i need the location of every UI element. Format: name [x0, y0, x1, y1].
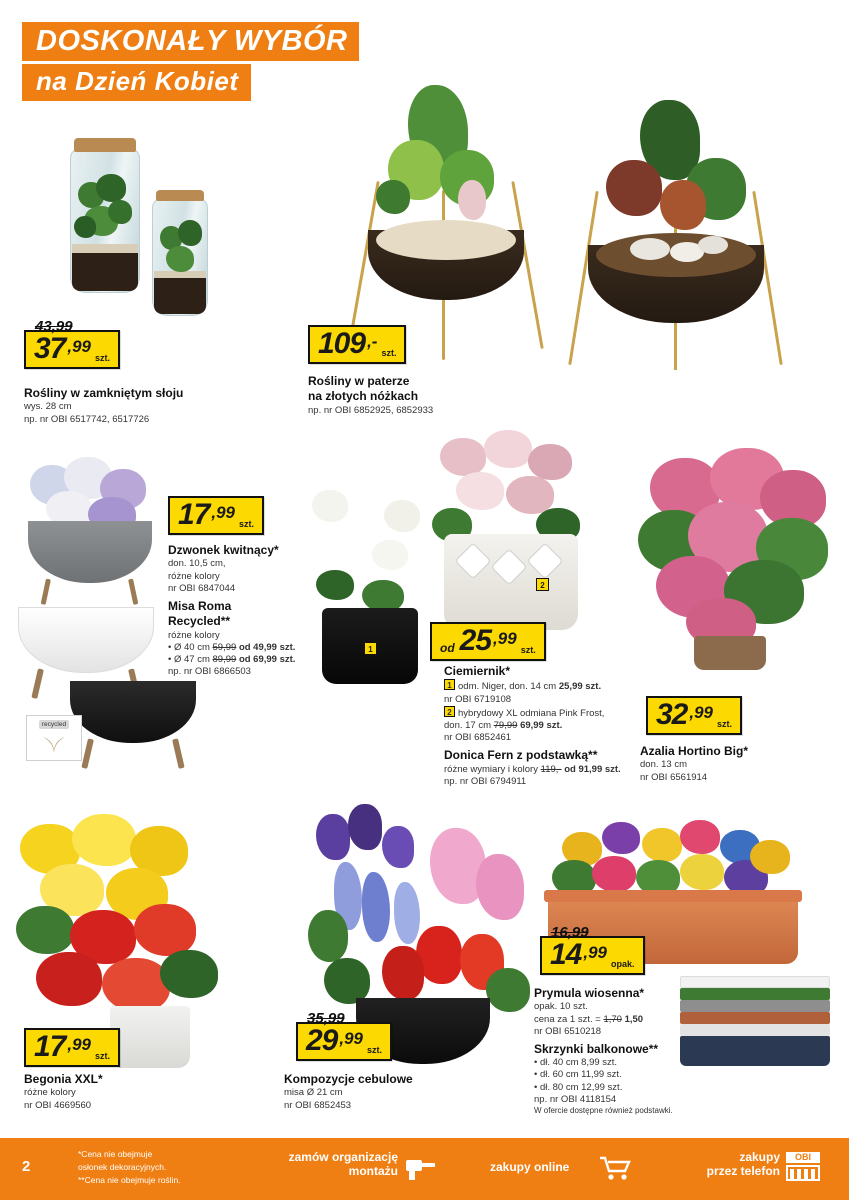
- product-sku-2: nr OBI 6852461: [444, 732, 512, 744]
- product-title-2: Misa Roma: [168, 598, 232, 613]
- price-cents: ,-: [367, 332, 378, 351]
- recycled-badge: [26, 715, 82, 761]
- price-main: 109: [318, 327, 366, 360]
- product-detail: misa Ø 21 cm: [284, 1087, 343, 1099]
- price-tag-kompozycje: [296, 1010, 392, 1061]
- caption-rosliny-paterze: [308, 374, 528, 417]
- recycled-label: recycled: [39, 720, 69, 729]
- telefon-line-1: zakupy: [739, 1150, 780, 1164]
- variant-2-text: • Ø 47 cm: [168, 654, 213, 666]
- product-unit-price: [534, 1014, 714, 1026]
- page-number: 2: [22, 1158, 31, 1175]
- caption-azalia: [640, 744, 820, 784]
- price-cents: ,99: [211, 503, 236, 522]
- footer-service-online[interactable]: [490, 1160, 600, 1174]
- caption-rosliny-sloj: [24, 386, 224, 426]
- box-sku: np. nr OBI 4118154: [534, 1093, 617, 1105]
- variant-1-old: 59,99: [212, 641, 237, 653]
- variant-3-text: różne wymiary i kolory: [444, 763, 541, 775]
- product-title: Ciemiernik*: [444, 664, 511, 678]
- product-detail: don. 13 cm: [640, 759, 687, 771]
- product-detail: wys. 28 cm: [24, 401, 72, 413]
- unit-price-text: cena za 1 szt. =: [534, 1013, 604, 1025]
- price-main: 32: [656, 698, 688, 731]
- price-main: 17: [178, 498, 210, 531]
- product-sku: np. nr OBI 6517742, 6517726: [24, 413, 150, 425]
- product-title: Kompozycje cebulowe: [284, 1072, 413, 1086]
- unit-price-new: 1,50: [624, 1013, 644, 1025]
- product-sku: nr OBI 6561914: [640, 771, 708, 783]
- product-detail: opak. 10 szt.: [534, 1001, 588, 1013]
- product-title: Prymula wiosenna*: [534, 986, 645, 1000]
- product-variant-1: [168, 642, 318, 654]
- price-prefix: od: [440, 641, 455, 655]
- product-title-3: Recycled**: [168, 614, 231, 629]
- product-detail-1: don. 10,5 cm,: [168, 558, 226, 570]
- price-tag-prymula: [540, 924, 645, 975]
- product-variant-2: [168, 654, 318, 666]
- product-title: Dzwonek kwitnący*: [168, 543, 279, 557]
- variant-2-text-2: don. 17 cm: [444, 719, 491, 731]
- shopping-cart-icon: [598, 1154, 634, 1182]
- product-title-2: Donica Fern z podstawką**: [444, 748, 598, 763]
- product-detail-3: różne kolory: [168, 629, 220, 641]
- product-sku: nr OBI 6510218: [534, 1025, 602, 1037]
- price-unit: opak.: [611, 959, 635, 969]
- price-cents: ,99: [67, 1035, 92, 1054]
- product-image-azalia: [630, 440, 840, 690]
- product-title-2: na złotych nóżkach: [308, 389, 419, 404]
- price-old: 35,99: [307, 1010, 345, 1027]
- product-variant-1: [444, 679, 634, 693]
- leaf-icon: [39, 732, 69, 756]
- caption-kompozycje: [284, 1072, 484, 1112]
- product-sku: nr OBI 6847044: [168, 582, 236, 594]
- price-unit: szt.: [95, 353, 111, 363]
- variant-2-badge: 2: [444, 706, 455, 717]
- price-cents: ,99: [493, 629, 517, 648]
- variant-3-old: 119,-: [540, 763, 562, 775]
- disclaimer-line-3: **Cena nie obejmuje roślin.: [78, 1174, 181, 1185]
- price-main: 17: [34, 1030, 66, 1063]
- variant-1-badge: 1: [444, 679, 455, 690]
- product-variant-2b: [444, 720, 634, 732]
- box-variant-1: • dł. 40 cm 8,99 szt.: [534, 1057, 618, 1069]
- price-unit: szt.: [367, 1045, 383, 1055]
- price-tag-rosliny-sloj: [24, 318, 120, 369]
- variant-2-old: 79,99: [493, 719, 518, 731]
- variant-1-text: odm. Niger, don. 14 cm: [458, 681, 557, 693]
- obi-logo-label: OBI: [786, 1152, 820, 1163]
- price-cents: ,99: [67, 337, 92, 356]
- price-tag-dzwonek: [168, 496, 264, 535]
- price-unit: szt.: [95, 1051, 111, 1061]
- page-footer: [0, 1138, 849, 1200]
- product-title: Azalia Hortino Big*: [640, 744, 749, 758]
- price-unit: szt.: [717, 719, 733, 729]
- product-image-rosliny-sloj: [30, 130, 280, 330]
- product-variant-3: [444, 764, 634, 776]
- price-main: 14: [550, 938, 582, 971]
- variant-1-price: 25,99 szt.: [558, 681, 602, 693]
- product-sku: nr OBI 6852453: [284, 1099, 352, 1111]
- page-headline: [22, 22, 359, 101]
- price-tag-azalia: [646, 696, 742, 735]
- price-tag-ciemiernik: [430, 622, 546, 661]
- price-old: 43,99: [35, 318, 73, 335]
- callout-1: 1: [364, 642, 377, 655]
- product-image-rosliny-paterze: [330, 30, 820, 370]
- product-sku: nr OBI 4669560: [24, 1099, 92, 1111]
- price-unit: szt.: [520, 645, 536, 655]
- caption-begonia: [24, 1072, 204, 1112]
- callout-2: 2: [536, 578, 549, 591]
- headline-line-1: DOSKONAŁY WYBÓR: [22, 22, 359, 61]
- product-title-2: Skrzynki balkonowe**: [534, 1041, 659, 1056]
- product-title: Rośliny w zamkniętym słoju: [24, 386, 184, 400]
- price-cents: ,99: [339, 1029, 364, 1048]
- price-tag-rosliny-paterze: [308, 325, 406, 364]
- unit-price-old: 1,70: [603, 1013, 622, 1025]
- footer-disclaimer: [78, 1148, 181, 1186]
- footer-service-montaz[interactable]: [258, 1150, 398, 1179]
- headline-line-2: na Dzień Kobiet: [22, 64, 251, 100]
- product-detail: różne kolory: [24, 1087, 76, 1099]
- obi-store-icon: [786, 1152, 826, 1184]
- variant-2-new: od 69,99 szt.: [238, 654, 296, 666]
- product-sku-3: np. nr OBI 6794911: [444, 775, 527, 787]
- online-label: zakupy online: [490, 1160, 570, 1174]
- price-unit: szt.: [239, 519, 255, 529]
- price-cents: ,99: [689, 703, 714, 722]
- box-variant-3: • dł. 80 cm 12,99 szt.: [534, 1081, 623, 1093]
- montaz-line-1: zamów organizację: [288, 1150, 398, 1164]
- variant-2-price: 69,99 szt.: [520, 719, 563, 731]
- box-note: W ofercie dostępne również podstawki.: [534, 1105, 673, 1115]
- price-main: 37: [34, 332, 66, 365]
- product-sku-2: np. nr OBI 6866503: [168, 666, 251, 678]
- price-cents: ,99: [583, 943, 608, 962]
- drill-icon: [404, 1154, 438, 1182]
- price-main: 25: [459, 624, 492, 657]
- disclaimer-line-1: *Cena nie obejmuje: [78, 1149, 153, 1159]
- variant-3-new: od 91,99 szt.: [564, 763, 621, 775]
- variant-2-text: hybrydowy XL odmiana Pink Frost,: [458, 707, 605, 719]
- price-tag-begonia: [24, 1028, 120, 1067]
- product-title: Rośliny w paterze: [308, 374, 410, 388]
- product-detail-2: różne kolory: [168, 570, 220, 582]
- montaz-line-2: montażu: [348, 1164, 398, 1179]
- caption-dzwonek-misa: [168, 543, 318, 678]
- variant-1-new: od 49,99 szt.: [238, 641, 296, 653]
- price-old: 16,99: [551, 924, 589, 941]
- caption-prymula: [534, 986, 714, 1116]
- product-sku-1: nr OBI 6719108: [444, 693, 512, 705]
- telefon-line-2: przez telefon: [706, 1164, 780, 1179]
- price-unit: szt.: [381, 348, 397, 358]
- product-title: Begonia XXL*: [24, 1072, 103, 1086]
- variant-1-text: • Ø 40 cm: [168, 641, 213, 653]
- variant-2-old: 89,99: [212, 654, 237, 666]
- box-variant-2: • dł. 60 cm 11,99 szt.: [534, 1069, 622, 1081]
- caption-ciemiernik: [444, 664, 634, 788]
- product-variant-2: [444, 706, 634, 720]
- footer-service-telefon[interactable]: [650, 1150, 780, 1179]
- disclaimer-line-2: osłonek dekoracyjnych.: [78, 1161, 167, 1172]
- price-main: 29: [306, 1024, 338, 1057]
- product-sku: np. nr OBI 6852925, 6852933: [308, 404, 434, 416]
